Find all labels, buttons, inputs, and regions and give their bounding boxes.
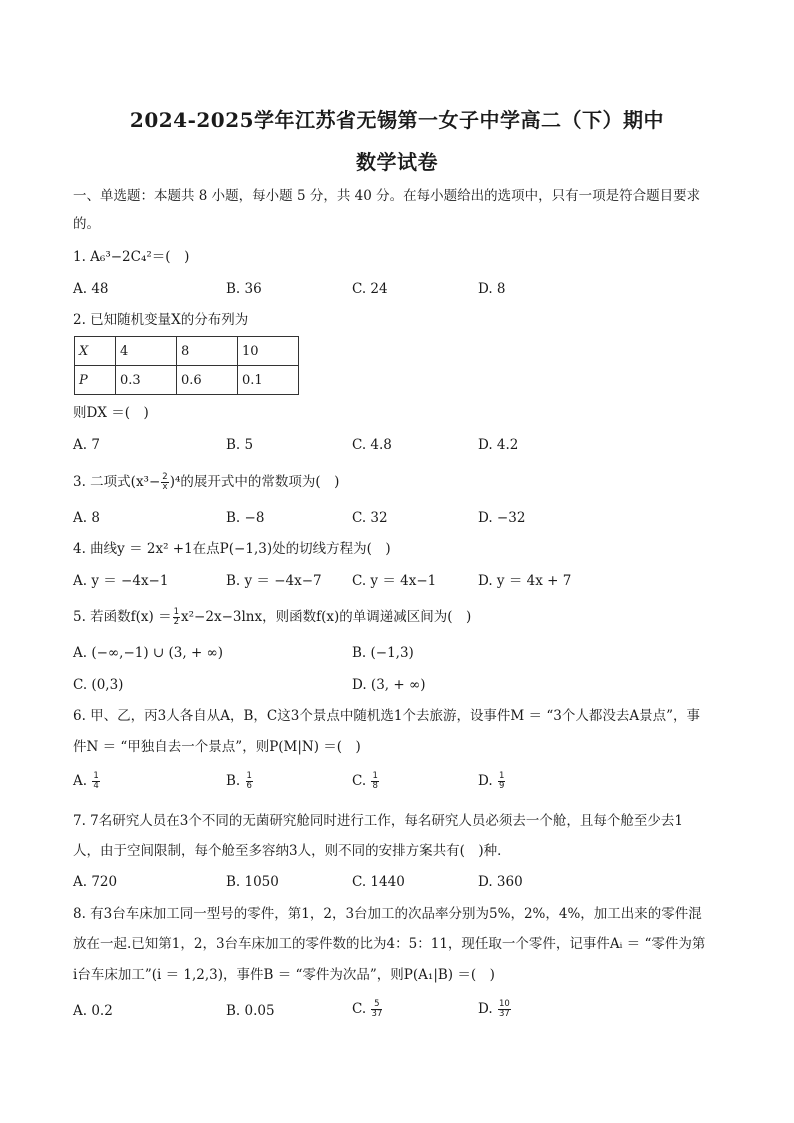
q3-stem-part-a: 3. 二项式(x³−	[73, 474, 161, 490]
q8-option-b: B. 0.05	[226, 1003, 275, 1019]
q1-option-b: B. 36	[226, 281, 262, 297]
q4-stem: 4. 曲线y ＝ 2x² +1在点P(−1,3)处的切线方程为( )	[73, 541, 391, 557]
q5-fraction	[173, 608, 180, 627]
fraction-numerator: 10	[498, 999, 510, 1009]
fraction-numerator: 5	[371, 1000, 382, 1010]
q8-stem-line3: i台车床加工”(i ＝ 1,2,3)，事件B ＝ “零件为次品”，则P(A₁|B) ＝( )	[73, 967, 495, 983]
q3-option-c: C. 32	[352, 510, 388, 526]
q1-option-c: C. 24	[352, 281, 388, 297]
section-instructions-line2: 的。	[73, 216, 100, 232]
q4-option-c: C. y ＝ 4x−1	[352, 573, 437, 589]
fraction-denominator: x	[162, 482, 168, 492]
fraction-denominator: 37	[371, 1009, 383, 1019]
option-fraction	[246, 772, 253, 791]
q6-option-b	[226, 771, 254, 791]
fraction-numerator: 1	[246, 771, 252, 781]
q7-option-b: B. 1050	[226, 874, 279, 890]
section-instructions-line1: 一、单选题：本题共 8 小题，每小题 5 分，共 40 分。在每小题给出的选项中，只有一项是符合题目要求	[73, 188, 701, 204]
fraction-numerator: 1	[93, 771, 99, 781]
q7-stem-line2: 人，由于空间限制，每个舱至多容纳3人，则不同的安排方案共有( )种．	[73, 843, 511, 859]
q5-stem	[73, 607, 723, 627]
q6-stem-line2: 件N ＝ “甲独自去一个景点”，则P(M|N) ＝( )	[73, 739, 361, 755]
table-cell: X	[75, 337, 116, 366]
table-cell: P	[75, 366, 116, 395]
option-letter: D.	[478, 1001, 493, 1017]
q5-option-a: A. (−∞,−1) ∪ (3, + ∞)	[73, 645, 224, 661]
fraction-denominator: 8	[372, 781, 378, 791]
table-cell: 8	[177, 337, 238, 366]
q5-option-d: D. (3, + ∞)	[352, 677, 426, 693]
exam-subtitle: 数学试卷	[356, 150, 438, 174]
q7-option-c: C. 1440	[352, 874, 405, 890]
q2-stem: 2. 已知随机变量X的分布列为	[73, 312, 249, 328]
fraction-numerator: 1	[372, 771, 378, 781]
table-cell: 4	[116, 337, 177, 366]
option-letter: C.	[352, 773, 367, 789]
option-letter: C.	[352, 1001, 367, 1017]
q8-stem-line2: 放在一起.已知第1，2，3台车床加工的零件数的比为4：5：11，现任取一个零件，记事件Aᵢ ＝ “零件为第	[73, 936, 706, 952]
table-cell: 10	[238, 337, 299, 366]
q8-stem-line1: 8. 有3台车床加工同一型号的零件，第1，2，3台加工的次品率分别为5%，2%，4%，加工出来的零件混	[73, 906, 702, 922]
option-letter: B.	[226, 773, 241, 789]
q4-option-d: D. y ＝ 4x + 7	[478, 573, 572, 589]
q6-option-c	[352, 771, 380, 791]
q1-stem: 1. A₆³−2C₄²＝( )	[73, 249, 190, 265]
q2-option-a: A. 7	[73, 437, 100, 453]
q1-option-a: A. 48	[73, 281, 109, 297]
q6-option-a	[73, 771, 101, 791]
q1-option-d: D. 8	[478, 281, 506, 297]
q5-option-b: B. (−1,3)	[352, 645, 414, 661]
q2-option-c: C. 4.8	[352, 437, 392, 453]
q3-option-b: B. −8	[226, 510, 265, 526]
q7-option-a: A. 720	[73, 874, 118, 890]
table-cell: 0.1	[238, 366, 299, 395]
q3-stem-part-b: )⁴的展开式中的常数项为( )	[169, 474, 340, 490]
q4-option-b: B. y ＝ −4x−7	[226, 573, 322, 589]
fraction-numerator: 1	[173, 607, 180, 617]
fraction-denominator: 37	[498, 1009, 510, 1019]
q8-option-c	[352, 999, 383, 1019]
table-cell: 0.3	[116, 366, 177, 395]
option-letter: D.	[478, 773, 493, 789]
distribution-table	[74, 336, 299, 395]
exam-title: 2024-2025学年江苏省无锡第一女子中学高二（下）期中	[129, 108, 665, 132]
option-fraction	[498, 772, 505, 791]
table-row	[75, 337, 299, 366]
fraction-denominator: 9	[498, 781, 505, 791]
q3-stem	[73, 472, 723, 492]
option-fraction	[498, 1000, 511, 1019]
fraction-numerator: 1	[498, 771, 505, 781]
q2-option-b: B. 5	[226, 437, 254, 453]
fraction-denominator: 4	[93, 781, 99, 791]
fraction-numerator: 2	[162, 472, 168, 482]
q5-option-c: C. (0,3)	[73, 677, 124, 693]
q8-option-d	[478, 999, 512, 1019]
q2-option-d: D. 4.2	[478, 437, 519, 453]
option-fraction	[371, 1000, 382, 1019]
fraction-denominator: 6	[246, 781, 252, 791]
q7-stem-line1: 7. 7名研究人员在3个不同的无菌研究舱同时进行工作，每名研究人员必须去一个舱，且每个舱至少去1	[73, 813, 683, 829]
option-fraction	[371, 772, 378, 791]
q4-option-a: A. y ＝ −4x−1	[73, 573, 169, 589]
q2-ask: 则DX ＝( )	[73, 405, 149, 421]
q3-fraction	[161, 473, 168, 492]
q8-option-a: A. 0.2	[73, 1003, 113, 1019]
q5-stem-part-a: 5. 若函数f(x) ＝	[73, 609, 172, 625]
q7-option-d: D. 360	[478, 874, 523, 890]
table-row	[75, 366, 299, 395]
option-letter: A.	[73, 773, 88, 789]
q5-stem-part-b: x²−2x−3lnx，则函数f(x)的单调递减区间为( )	[181, 609, 472, 625]
q3-option-d: D. −32	[478, 510, 526, 526]
table-cell: 0.6	[177, 366, 238, 395]
option-fraction	[92, 772, 99, 791]
q6-option-d	[478, 771, 506, 791]
q6-stem-line1: 6. 甲、乙，丙3人各自从A，B，C这3个景点中随机选1个去旅游，设事件M ＝ “3个人都没去A景点”，事	[73, 708, 700, 724]
q3-option-a: A. 8	[73, 510, 100, 526]
fraction-denominator: 2	[173, 617, 180, 627]
